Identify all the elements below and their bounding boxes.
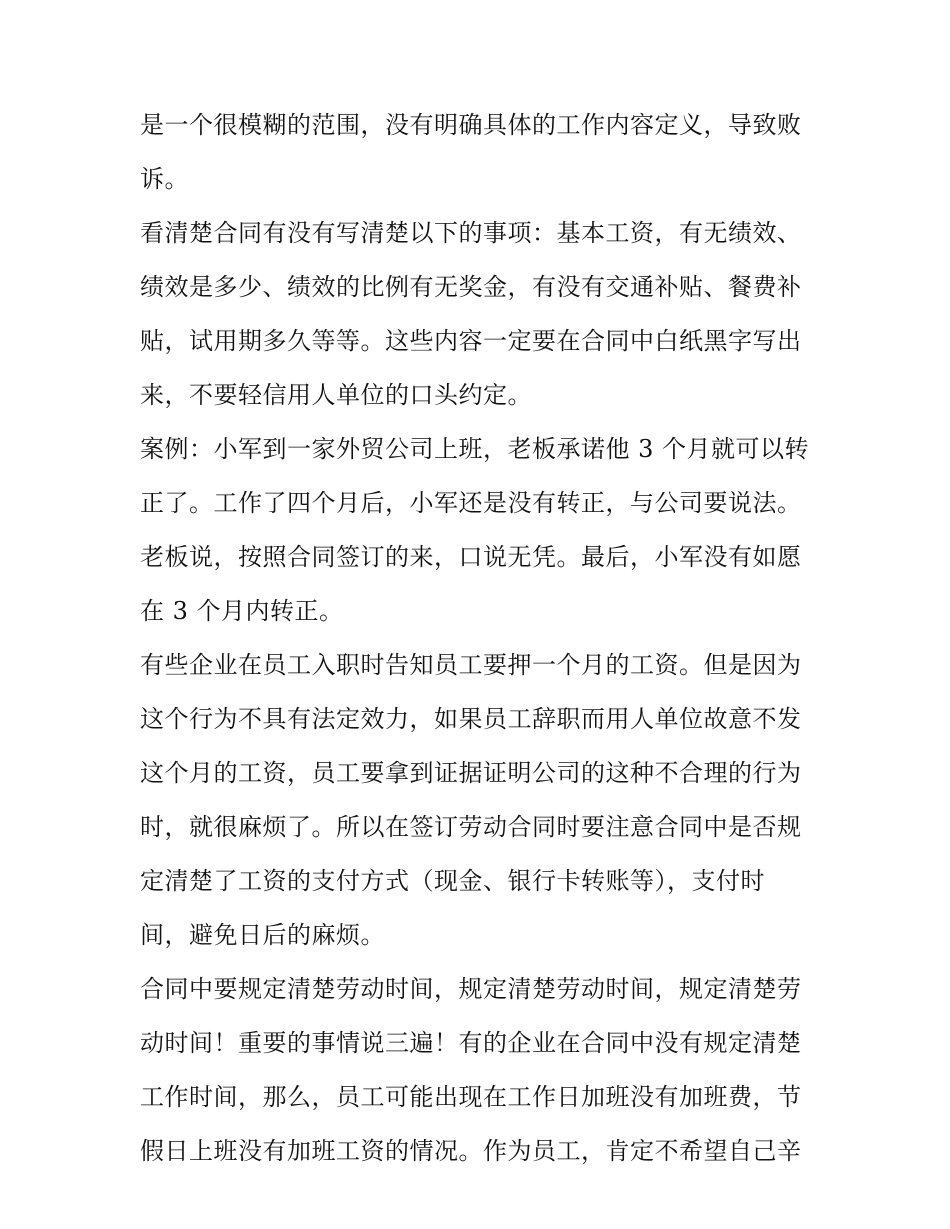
text-line: 间，避免日后的麻烦。 (140, 921, 385, 949)
text-line: 绩效是多少、绩效的比例有无奖金，有没有交通补贴、餐费补 (140, 273, 802, 301)
text-line: 看清楚合同有没有写清楚以下的事项：基本工资，有无绩效、 (140, 219, 802, 247)
text-line: 工作时间，那么，员工可能出现在工作日加班没有加班费，节 (140, 1083, 802, 1111)
text-line: 动时间！重要的事情说三遍！有的企业在合同中没有规定清楚 (140, 1029, 802, 1057)
text-line: 老板说，按照合同签订的来，口说无凭。最后，小军没有如愿 (140, 543, 802, 571)
text-line: 是一个很模糊的范围，没有明确具体的工作内容定义，导致败 (140, 111, 802, 139)
text-line: 有些企业在员工入职时告知员工要押一个月的工资。但是因为 (140, 651, 802, 679)
text-line: 时，就很麻烦了。所以在签订劳动合同时要注意合同中是否规 (140, 813, 802, 841)
text-line: 正了。工作了四个月后，小军还是没有转正，与公司要说法。 (140, 489, 802, 517)
text-line: 贴，试用期多久等等。这些内容一定要在合同中白纸黑字写出 (140, 327, 802, 355)
text-line: 诉。 (140, 165, 189, 193)
text-line: 案例：小军到一家外贸公司上班，老板承诺他 3 个月就可以转 (140, 435, 810, 463)
text-line: 这个行为不具有法定效力，如果员工辞职而用人单位故意不发 (140, 705, 802, 733)
text-line: 定清楚了工资的支付方式（现金、银行卡转账等），支付时 (140, 867, 765, 895)
text-line: 这个月的工资，员工要拿到证据证明公司的这种不合理的行为 (140, 759, 802, 787)
text-line: 来，不要轻信用人单位的口头约定。 (140, 381, 532, 409)
text-line: 假日上班没有加班工资的情况。作为员工，肯定不希望自己辛 (140, 1137, 802, 1165)
text-line: 在 3 个月内转正。 (140, 597, 344, 625)
text-line: 合同中要规定清楚劳动时间，规定清楚劳动时间，规定清楚劳 (140, 975, 802, 1003)
